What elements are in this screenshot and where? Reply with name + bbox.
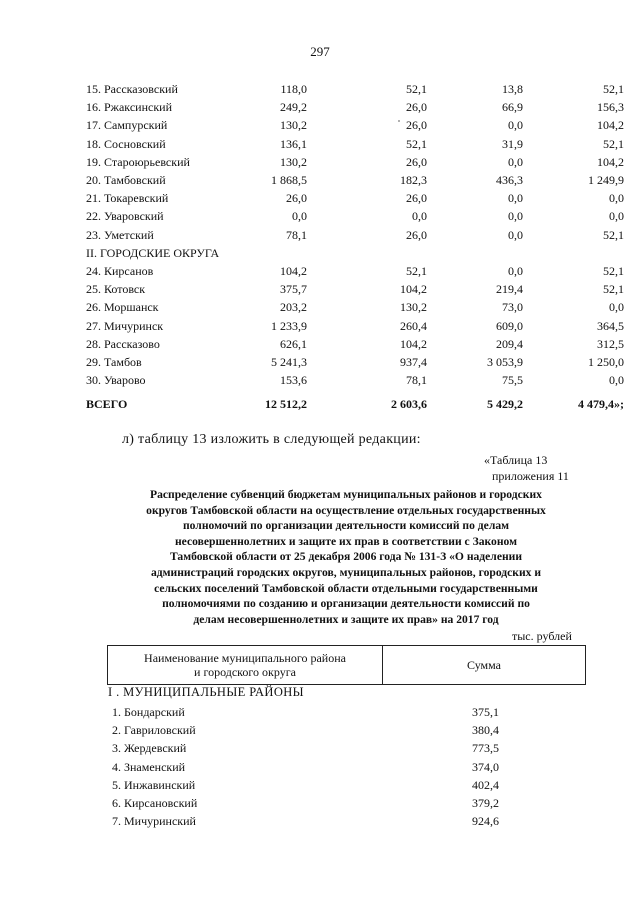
table-row bbox=[112, 776, 499, 794]
row-value-4: 156,3 bbox=[597, 100, 624, 115]
row-value-4: 4 479,4»; bbox=[578, 397, 624, 412]
row-value-4: 364,5 bbox=[597, 318, 624, 333]
table-row bbox=[86, 262, 624, 280]
row-value-2: 937,4 bbox=[400, 354, 427, 369]
table-row bbox=[86, 153, 624, 171]
row-value-1: 203,2 bbox=[280, 300, 307, 315]
row-value-2: 0,0 bbox=[412, 209, 427, 224]
table-row bbox=[86, 280, 624, 298]
table-reference bbox=[484, 452, 569, 484]
table-row bbox=[86, 353, 624, 371]
row-value-2: 26,0 bbox=[406, 191, 427, 206]
row-value-3: 0,0 bbox=[508, 154, 523, 169]
table-row bbox=[86, 116, 624, 134]
row-sum: 402,4 bbox=[472, 777, 499, 792]
page-number: 297 bbox=[310, 44, 330, 59]
title-line: сельских поселений Тамбовской области отдельными государственными bbox=[154, 581, 538, 595]
row-value-4: 0,0 bbox=[609, 300, 624, 315]
table-row bbox=[112, 812, 499, 830]
row-value-4: 52,1 bbox=[603, 82, 624, 97]
table-title bbox=[108, 487, 584, 627]
section-row bbox=[86, 244, 624, 262]
row-value-3: 0,0 bbox=[508, 227, 523, 242]
row-value-1: 130,2 bbox=[280, 118, 307, 133]
districts-table bbox=[86, 80, 624, 413]
row-name: 23. Уметский bbox=[86, 227, 154, 242]
title-line: округов Тамбовской области на осуществление отдельных государственных bbox=[146, 503, 546, 517]
row-value-1: 136,1 bbox=[280, 136, 307, 151]
row-name: 15. Рассказовский bbox=[86, 82, 178, 97]
row-value-3: 209,4 bbox=[496, 336, 523, 351]
row-value-1: 26,0 bbox=[286, 191, 307, 206]
table-row bbox=[86, 98, 624, 116]
table-row bbox=[86, 80, 624, 98]
row-value-2: 104,2 bbox=[400, 336, 427, 351]
row-value-3: 5 429,2 bbox=[487, 397, 523, 412]
table-row bbox=[112, 794, 499, 812]
row-sum: 380,4 bbox=[472, 723, 499, 738]
row-value-1: 1 868,5 bbox=[271, 173, 307, 188]
table-header bbox=[107, 645, 586, 685]
row-value-4: 0,0 bbox=[609, 373, 624, 388]
title-line: полномочиями по созданию и организации деятельности комиссий по bbox=[162, 597, 530, 611]
row-value-2: 52,1 bbox=[406, 263, 427, 278]
row-value-1: 0,0 bbox=[292, 209, 307, 224]
row-name: ВСЕГО bbox=[86, 397, 128, 412]
row-name: 4. Знаменский bbox=[112, 759, 186, 774]
table-reference-line2: приложения 11 bbox=[492, 469, 569, 483]
header-sum-column: Сумма bbox=[467, 657, 501, 672]
row-value-3: 436,3 bbox=[496, 173, 523, 188]
row-value-1: 118,0 bbox=[280, 82, 307, 97]
row-value-2: 2 603,6 bbox=[391, 397, 427, 412]
row-value-1: 5 241,3 bbox=[271, 354, 307, 369]
row-sum: 379,2 bbox=[472, 796, 499, 811]
row-value-1: 104,2 bbox=[280, 263, 307, 278]
row-name: 7. Мичуринский bbox=[112, 814, 196, 829]
row-value-2: 26,0 bbox=[406, 154, 427, 169]
table-row bbox=[86, 171, 624, 189]
table-row bbox=[86, 389, 624, 413]
table-reference-line1: «Таблица 13 bbox=[484, 453, 548, 467]
row-value-1: 12 512,2 bbox=[265, 397, 307, 412]
row-value-1: 153,6 bbox=[280, 373, 307, 388]
row-value-4: 52,1 bbox=[603, 282, 624, 297]
row-value-4: 52,1 bbox=[603, 263, 624, 278]
row-value-2: 260,4 bbox=[400, 318, 427, 333]
table-row bbox=[86, 298, 624, 316]
amendment-text: л) таблицу 13 изложить в следующей редакции: bbox=[122, 432, 421, 447]
table-row bbox=[112, 758, 499, 776]
row-value-3: 31,9 bbox=[502, 136, 523, 151]
row-value-2: 130,2 bbox=[400, 300, 427, 315]
row-value-3: 73,0 bbox=[502, 300, 523, 315]
row-name: 1. Бондарский bbox=[112, 705, 185, 720]
title-line: Тамбовской области от 25 декабря 2006 года № 131-З «О наделении bbox=[169, 550, 523, 564]
row-name: 17. Сампурский bbox=[86, 118, 168, 133]
row-value-3: 219,4 bbox=[496, 282, 523, 297]
title-line: несовершеннолетних и защите их прав в соответствии с Законом bbox=[175, 534, 517, 548]
table-row bbox=[112, 703, 499, 721]
header-name-line1: Наименование муниципального района bbox=[144, 651, 346, 665]
table-row bbox=[86, 371, 624, 389]
row-name: 30. Уварово bbox=[86, 373, 146, 388]
row-value-2: 26,0 bbox=[406, 100, 427, 115]
units-label: тыс. рублей bbox=[512, 629, 572, 643]
row-sum: 375,1 bbox=[472, 705, 499, 720]
row-name: 3. Жердевский bbox=[112, 741, 187, 756]
row-name: 2. Гавриловский bbox=[112, 723, 196, 738]
row-sum: 773,5 bbox=[472, 741, 499, 756]
header-name-line2: и городского округа bbox=[194, 665, 296, 679]
row-value-4: 104,2 bbox=[597, 118, 624, 133]
title-line: делам несовершеннолетних и защите их прав» на 2017 год bbox=[193, 612, 499, 626]
row-name: 6. Кирсановский bbox=[112, 796, 198, 811]
table-row bbox=[86, 189, 624, 207]
row-value-3: 609,0 bbox=[496, 318, 523, 333]
row-value-2: 52,1 bbox=[406, 82, 427, 97]
row-name: 19. Староюрьевский bbox=[86, 154, 190, 169]
title-line: полномочий по организации деятельности комиссий по делам bbox=[182, 519, 510, 533]
row-name: 18. Сосновский bbox=[86, 136, 166, 151]
row-value-2: 182,3 bbox=[400, 173, 427, 188]
row-name: 29. Тамбов bbox=[86, 354, 142, 369]
row-value-2: 26,0 bbox=[406, 118, 427, 133]
row-name: 24. Кирсанов bbox=[86, 263, 154, 278]
row-value-4: 0,0 bbox=[609, 209, 624, 224]
row-value-3: 3 053,9 bbox=[487, 354, 523, 369]
row-sum: 374,0 bbox=[472, 759, 499, 774]
row-name: 20. Тамбовский bbox=[86, 173, 166, 188]
row-value-4: 0,0 bbox=[609, 191, 624, 206]
row-value-4: 1 249,9 bbox=[588, 173, 624, 188]
table-row bbox=[112, 721, 499, 739]
row-value-3: 13,8 bbox=[502, 82, 523, 97]
table-row bbox=[86, 207, 624, 225]
table-row bbox=[86, 316, 624, 334]
table-row bbox=[86, 135, 624, 153]
row-value-4: 1 250,0 bbox=[588, 354, 624, 369]
row-value-2: 104,2 bbox=[400, 282, 427, 297]
row-value-3: 0,0 bbox=[508, 209, 523, 224]
row-value-1: 249,2 bbox=[280, 100, 307, 115]
row-value-3: 0,0 bbox=[508, 191, 523, 206]
row-value-2: 78,1 bbox=[406, 373, 427, 388]
row-name: 27. Мичуринск bbox=[86, 318, 164, 333]
row-value-3: 0,0 bbox=[508, 118, 523, 133]
row-value-3: 0,0 bbox=[508, 263, 523, 278]
title-line: Распределение субвенций бюджетам муниципальных районов и городских bbox=[150, 488, 542, 501]
row-value-3: 75,5 bbox=[502, 373, 523, 388]
row-value-2: 26,0 bbox=[406, 227, 427, 242]
row-value-1: 130,2 bbox=[280, 154, 307, 169]
row-name: 28. Рассказово bbox=[86, 336, 160, 351]
subventions-table bbox=[112, 703, 499, 830]
row-value-2: 52,1 bbox=[406, 136, 427, 151]
table-row bbox=[86, 226, 624, 244]
row-value-1: 626,1 bbox=[280, 336, 307, 351]
row-name: 21. Токаревский bbox=[86, 191, 169, 206]
title-line: администраций городских округов, муниципальных районов, городских и bbox=[150, 565, 542, 579]
row-value-4: 312,5 bbox=[597, 336, 624, 351]
table-row bbox=[86, 335, 624, 353]
row-value-1: 375,7 bbox=[280, 282, 307, 297]
row-value-4: 52,1 bbox=[603, 227, 624, 242]
row-value-4: 52,1 bbox=[603, 136, 624, 151]
row-sum: 924,6 bbox=[472, 814, 499, 829]
row-value-1: 1 233,9 bbox=[271, 318, 307, 333]
section-label: I . МУНИЦИПАЛЬНЫЕ РАЙОНЫ bbox=[108, 685, 304, 699]
row-name: 5. Инжавинский bbox=[112, 777, 196, 792]
row-name: 22. Уваровский bbox=[86, 209, 164, 224]
row-name: 26. Моршанск bbox=[86, 300, 159, 315]
section-label: II. ГОРОДСКИЕ ОКРУГА bbox=[86, 245, 220, 260]
header-name-column bbox=[108, 646, 383, 684]
row-value-1: 78,1 bbox=[286, 227, 307, 242]
scan-speck bbox=[398, 120, 400, 122]
row-name: 25. Котовск bbox=[86, 282, 146, 297]
row-name: 16. Ржаксинский bbox=[86, 100, 172, 115]
row-value-3: 66,9 bbox=[502, 100, 523, 115]
row-value-4: 104,2 bbox=[597, 154, 624, 169]
table-row bbox=[112, 739, 499, 757]
